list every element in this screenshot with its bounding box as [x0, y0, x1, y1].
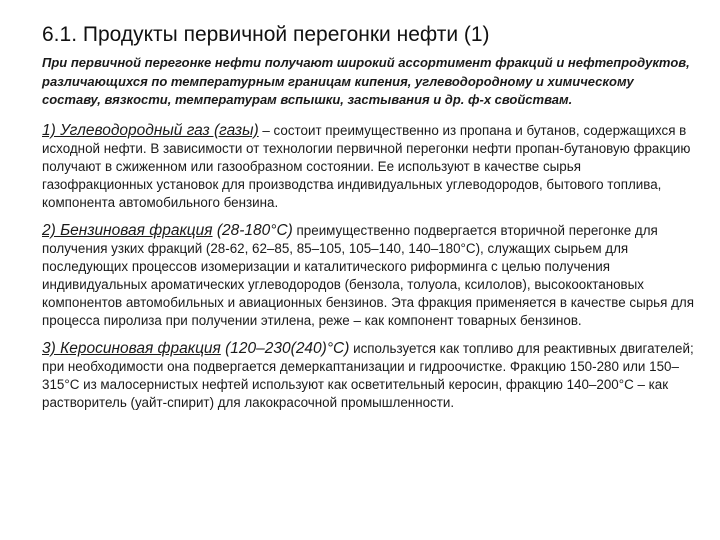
- paragraph-heading: [42, 222, 293, 239]
- paragraph-heading-range: (120–230(240)°С): [220, 339, 350, 357]
- paragraph-heading-underlined: 3) Керосиновая фракция: [42, 339, 221, 357]
- paragraph-text: преимущественно подвергается вторичной перегонке для получения узких фракций (28-62, 62–85, 85–105, 105–140, 140–180°С), служащих сырьем для последующих процессов изомеризации и каталитического риформинга с целью получения индивидуальных ароматических углеводородов (бензола, толуола, ксилолов), высокооктановых компонентов автомобильных и авиационных бензинов. Эта фракция применяется в качестве сырья для процесса пиролиза при получении этилена, реже – как компонент товарных бензинов.: [42, 222, 694, 328]
- paragraph-heading-underlined: 2) Бензиновая фракция: [42, 221, 213, 239]
- slide-content: [42, 22, 694, 422]
- paragraph-heading-underlined: 1) Углеводородный газ (газы): [42, 121, 259, 139]
- paragraph-gasoline-fraction: [42, 222, 694, 330]
- paragraph-heading: [42, 122, 259, 139]
- paragraph-hydrocarbon-gas: [42, 122, 694, 212]
- lead-paragraph: При первичной перегонке нефти получают широкий ассортимент фракций и нефтепродуктов, различающихся по температурным границам кипения, углеводородному и химическому составу, вязкости, температурам вспышки, застывания и др. ф-х свойствам.: [42, 55, 690, 107]
- paragraph-kerosene-fraction: [42, 340, 694, 412]
- slide-title: 6.1. Продукты первичной перегонки нефти (1): [42, 23, 490, 46]
- paragraph-heading-range: (28-180°С): [212, 221, 293, 239]
- paragraph-heading: [42, 340, 349, 357]
- paragraph-text: используется как топливо для реактивных двигателей; при необходимости она подвергается демеркаптанизации и гидроочистке. Фракцию 150-280 или 150–315°С из малосернистых нефтей используют как осветительный керосин, фракцию 140–200°С – как растворитель (уайт-спирит) для лакокрасочной промышленности.: [42, 340, 694, 410]
- paragraph-text: – состоит преимущественно из пропана и бутанов, содержащихся в исходной нефти. В зависимости от технологии первичной перегонки нефти пропан-бутановую фракцию получают в сжиженном или газообразном состоянии. Ее используют в качестве сырья газофракционных установок для производства индивидуальных углеводородов, бытового топлива, компонента автомобильного бензина.: [42, 122, 691, 210]
